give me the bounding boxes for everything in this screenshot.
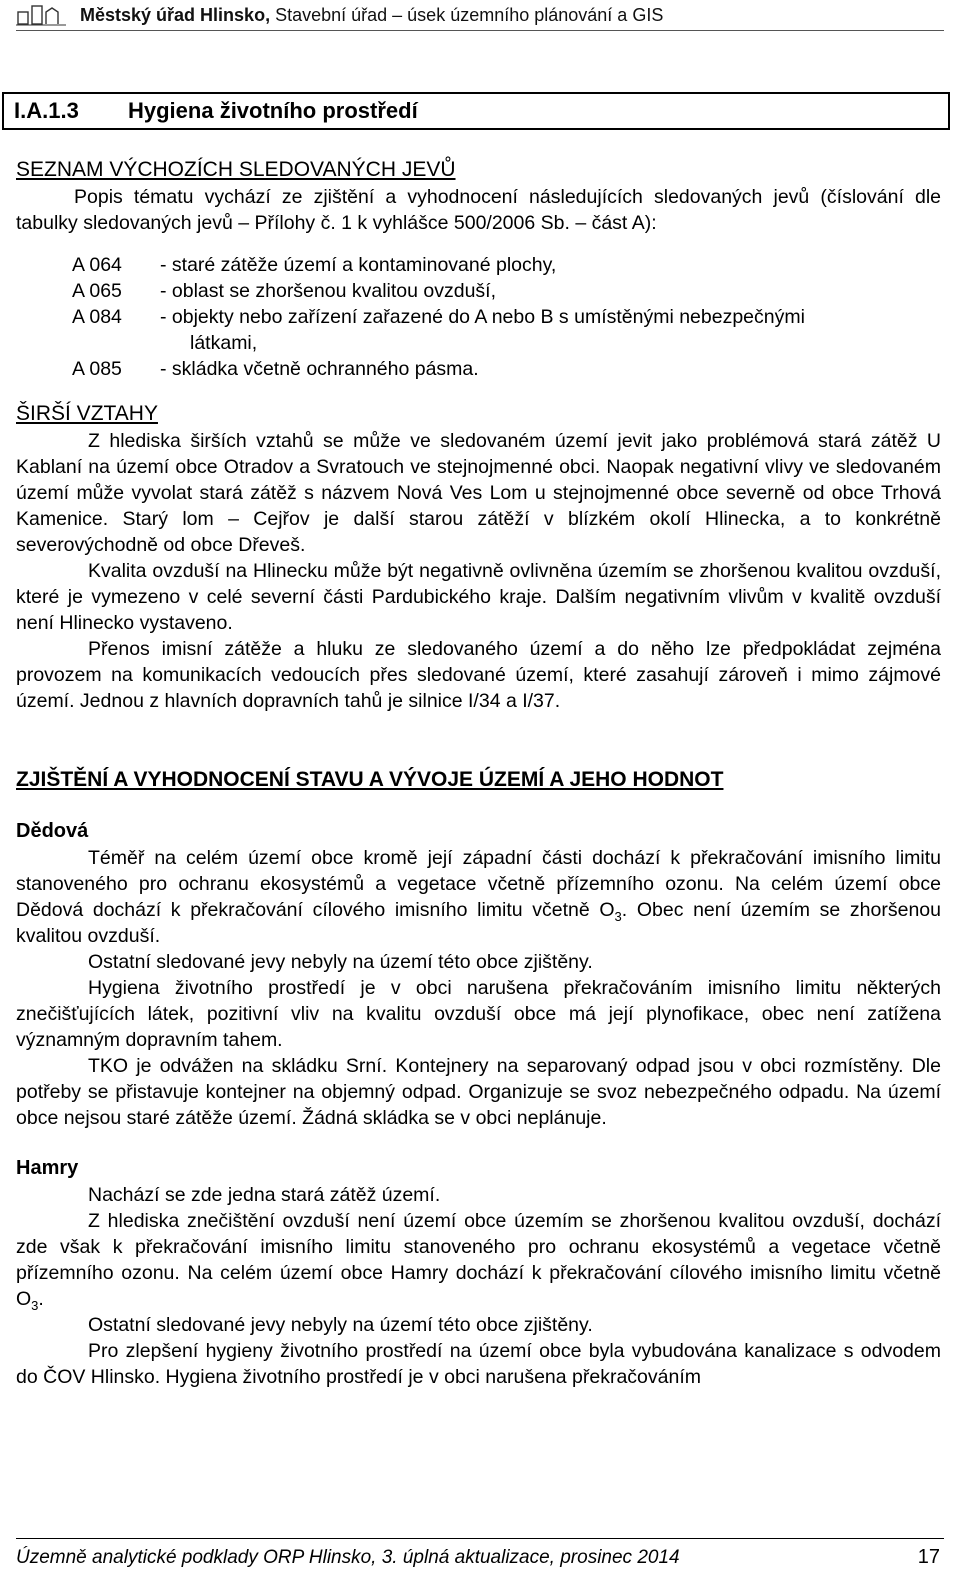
chapter-heading [2, 92, 950, 130]
dedova-p1-text: Téměř na celém území obce kromě její západní části dochází k překračování imisního limitu stanoveného pro ochranu ekosystémů a vegetace včetně přízemního ozonu. Na celém území obce Dědová dochází k překračování cílového imisního limitu včetně O [16, 847, 941, 921]
hamry-p2-subscript: 3 [31, 1297, 39, 1313]
dedova-p1-subscript: 3 [614, 908, 622, 924]
header-org: Městský úřad Hlinsko, [80, 4, 271, 25]
wider-relations-paragraph-1: Z hlediska širších vztahů se může ve sledovaném území jevit jako problémová stará zátěž U Kablaní na území obce Otradov a Svratouch ve stejnojmenné obci. Naopak negativní vlivy ve sledovaném území může vyvolat stará zátěž s názvem Nová Ves Lom u stejnojmenné obce severně od obce Trhová Kamenice. Starý lom – Cejřov je další starou zátěží v blízkém okolí Hlinecka, a to konkrétně severovýchodně od obce Dřeveš. [16, 430, 941, 556]
municipality-heading-dedova: Dědová [16, 820, 89, 842]
phenomenon-code: A 065 [72, 280, 122, 302]
header-dept: Stavební úřad – úsek územního plánování a GIS [270, 4, 664, 25]
municipality-heading-hamry: Hamry [16, 1157, 79, 1179]
phenomenon-text-line-1: - objekty nebo zařízení zařazené do A nebo B s umístěnými nebezpečnými [160, 306, 805, 328]
page-content [16, 156, 941, 1390]
phenomenon-code: A 064 [72, 254, 122, 276]
phenomenon-text [160, 304, 941, 356]
intro-line-2: (číslování dle tabulky sledovaných jevů – Přílohy č. 1 k vyhlášce 500/2006 Sb. – část A): [16, 186, 942, 234]
phenomenon-text: - staré zátěže území a kontaminované plochy, [160, 254, 557, 276]
page-number: 17 [917, 1546, 940, 1568]
phenomenon-code: A 085 [72, 358, 122, 380]
intro-line-1: Popis tématu vychází ze zjištění a vyhodnocení následujících sledovaných jevů [74, 186, 810, 208]
phenomenon-text: - skládka včetně ochranného pásma. [160, 358, 479, 380]
city-logo-icon [16, 2, 68, 28]
page-footer [16, 1538, 944, 1569]
list-item [72, 252, 941, 278]
phenomenon-text: - oblast se zhoršenou kvalitou ovzduší, [160, 280, 497, 302]
hamry-p2-text: Z hlediska znečištění ovzduší není území obce územím se zhoršenou kvalitou ovzduší, dochází zde však k překračování imisního limitu stanoveného pro ochranu ekosystémů a vegetace včetně přízemního ozonu. Na celém území obce Hamry dochází k překračování cílového imisního limitu včetně O [16, 1210, 941, 1310]
section-title-wider-relations: ŠIRŠÍ VZTAHY [16, 402, 158, 425]
list-item [72, 304, 941, 356]
hamry-paragraph-4: Pro zlepšení hygieny životního prostředí na území obce byla vybudována kanalizace s odvodem do ČOV Hlinsko. Hygiena životního prostředí je v obci narušena překračováním [16, 1340, 941, 1388]
dedova-paragraph-2: Ostatní sledované jevy nebyly na území této obce zjištěny. [88, 951, 593, 973]
chapter-title: Hygiena životního prostředí [128, 98, 418, 123]
list-item [72, 356, 941, 382]
dedova-p1-end: . Obec není územím se zhoršenou kvalitou ovzduší. [16, 899, 941, 947]
phenomena-list [72, 252, 941, 382]
section-title-findings: ZJIŠTĚNÍ A VYHODNOCENÍ STAVU A VÝVOJE ÚZEMÍ A JEHO HODNOT [16, 768, 724, 791]
hamry-p2-end: . [38, 1288, 44, 1310]
phenomenon-code: A 084 [72, 306, 122, 328]
dedova-paragraph-4: TKO je odvážen na skládku Srní. Kontejnery na separovaný odpad jsou v obci rozmístěny. Dle potřeby se přistavuje kontejner na objemný odpad. Organizuje se svoz nebezpečného odpadu. Na území obce nejsou staré zátěže území. Žádná skládka se v obci neplánuje. [16, 1055, 941, 1129]
hamry-paragraph-1: Nachází se zde jedna stará zátěž území. [88, 1184, 441, 1206]
phenomenon-text-line-2: látkami, [190, 332, 258, 354]
wider-relations-paragraph-2: Kvalita ovzduší na Hlinecku může být negativně ovlivněna územím se zhoršenou kvalitou ovzduší, které je vymezeno v celé severní části Pardubického kraje. Dalším negativním vlivům v kvalitě ovzduší není Hlinecko vystaveno. [16, 560, 941, 634]
dedova-paragraph-1 [16, 845, 941, 949]
wider-relations-paragraph-3: Přenos imisní zátěže a hluku ze sledovaného území a do něho lze předpokládat zejména provozem na komunikacích vedoucích přes sledované území, které zasahují zároveň i mimo zájmové území. Jednou z hlavních dopravních tahů je silnice I/34 a I/37. [16, 638, 941, 712]
phenomena-intro [16, 184, 941, 236]
hamry-paragraph-3: Ostatní sledované jevy nebyly na území této obce zjištěny. [88, 1314, 593, 1336]
section-title-phenomena: SEZNAM VÝCHOZÍCH SLEDOVANÝCH JEVŮ [16, 158, 456, 181]
footer-text: Územně analytické podklady ORP Hlinsko, 3. úplná aktualizace, prosinec 2014 [16, 1547, 680, 1568]
header-title [80, 5, 663, 26]
list-item [72, 278, 941, 304]
dedova-paragraph-3: Hygiena životního prostředí je v obci narušena překračováním imisního limitu některých znečišťujících látek, pozitivní vliv na kvalitu ovzduší obce má její plynofikace, obec není zatížena významným dopravním tahem. [16, 977, 941, 1051]
hamry-paragraph-2 [16, 1208, 941, 1312]
chapter-number: I.A.1.3 [14, 98, 79, 123]
page-header [16, 0, 944, 31]
